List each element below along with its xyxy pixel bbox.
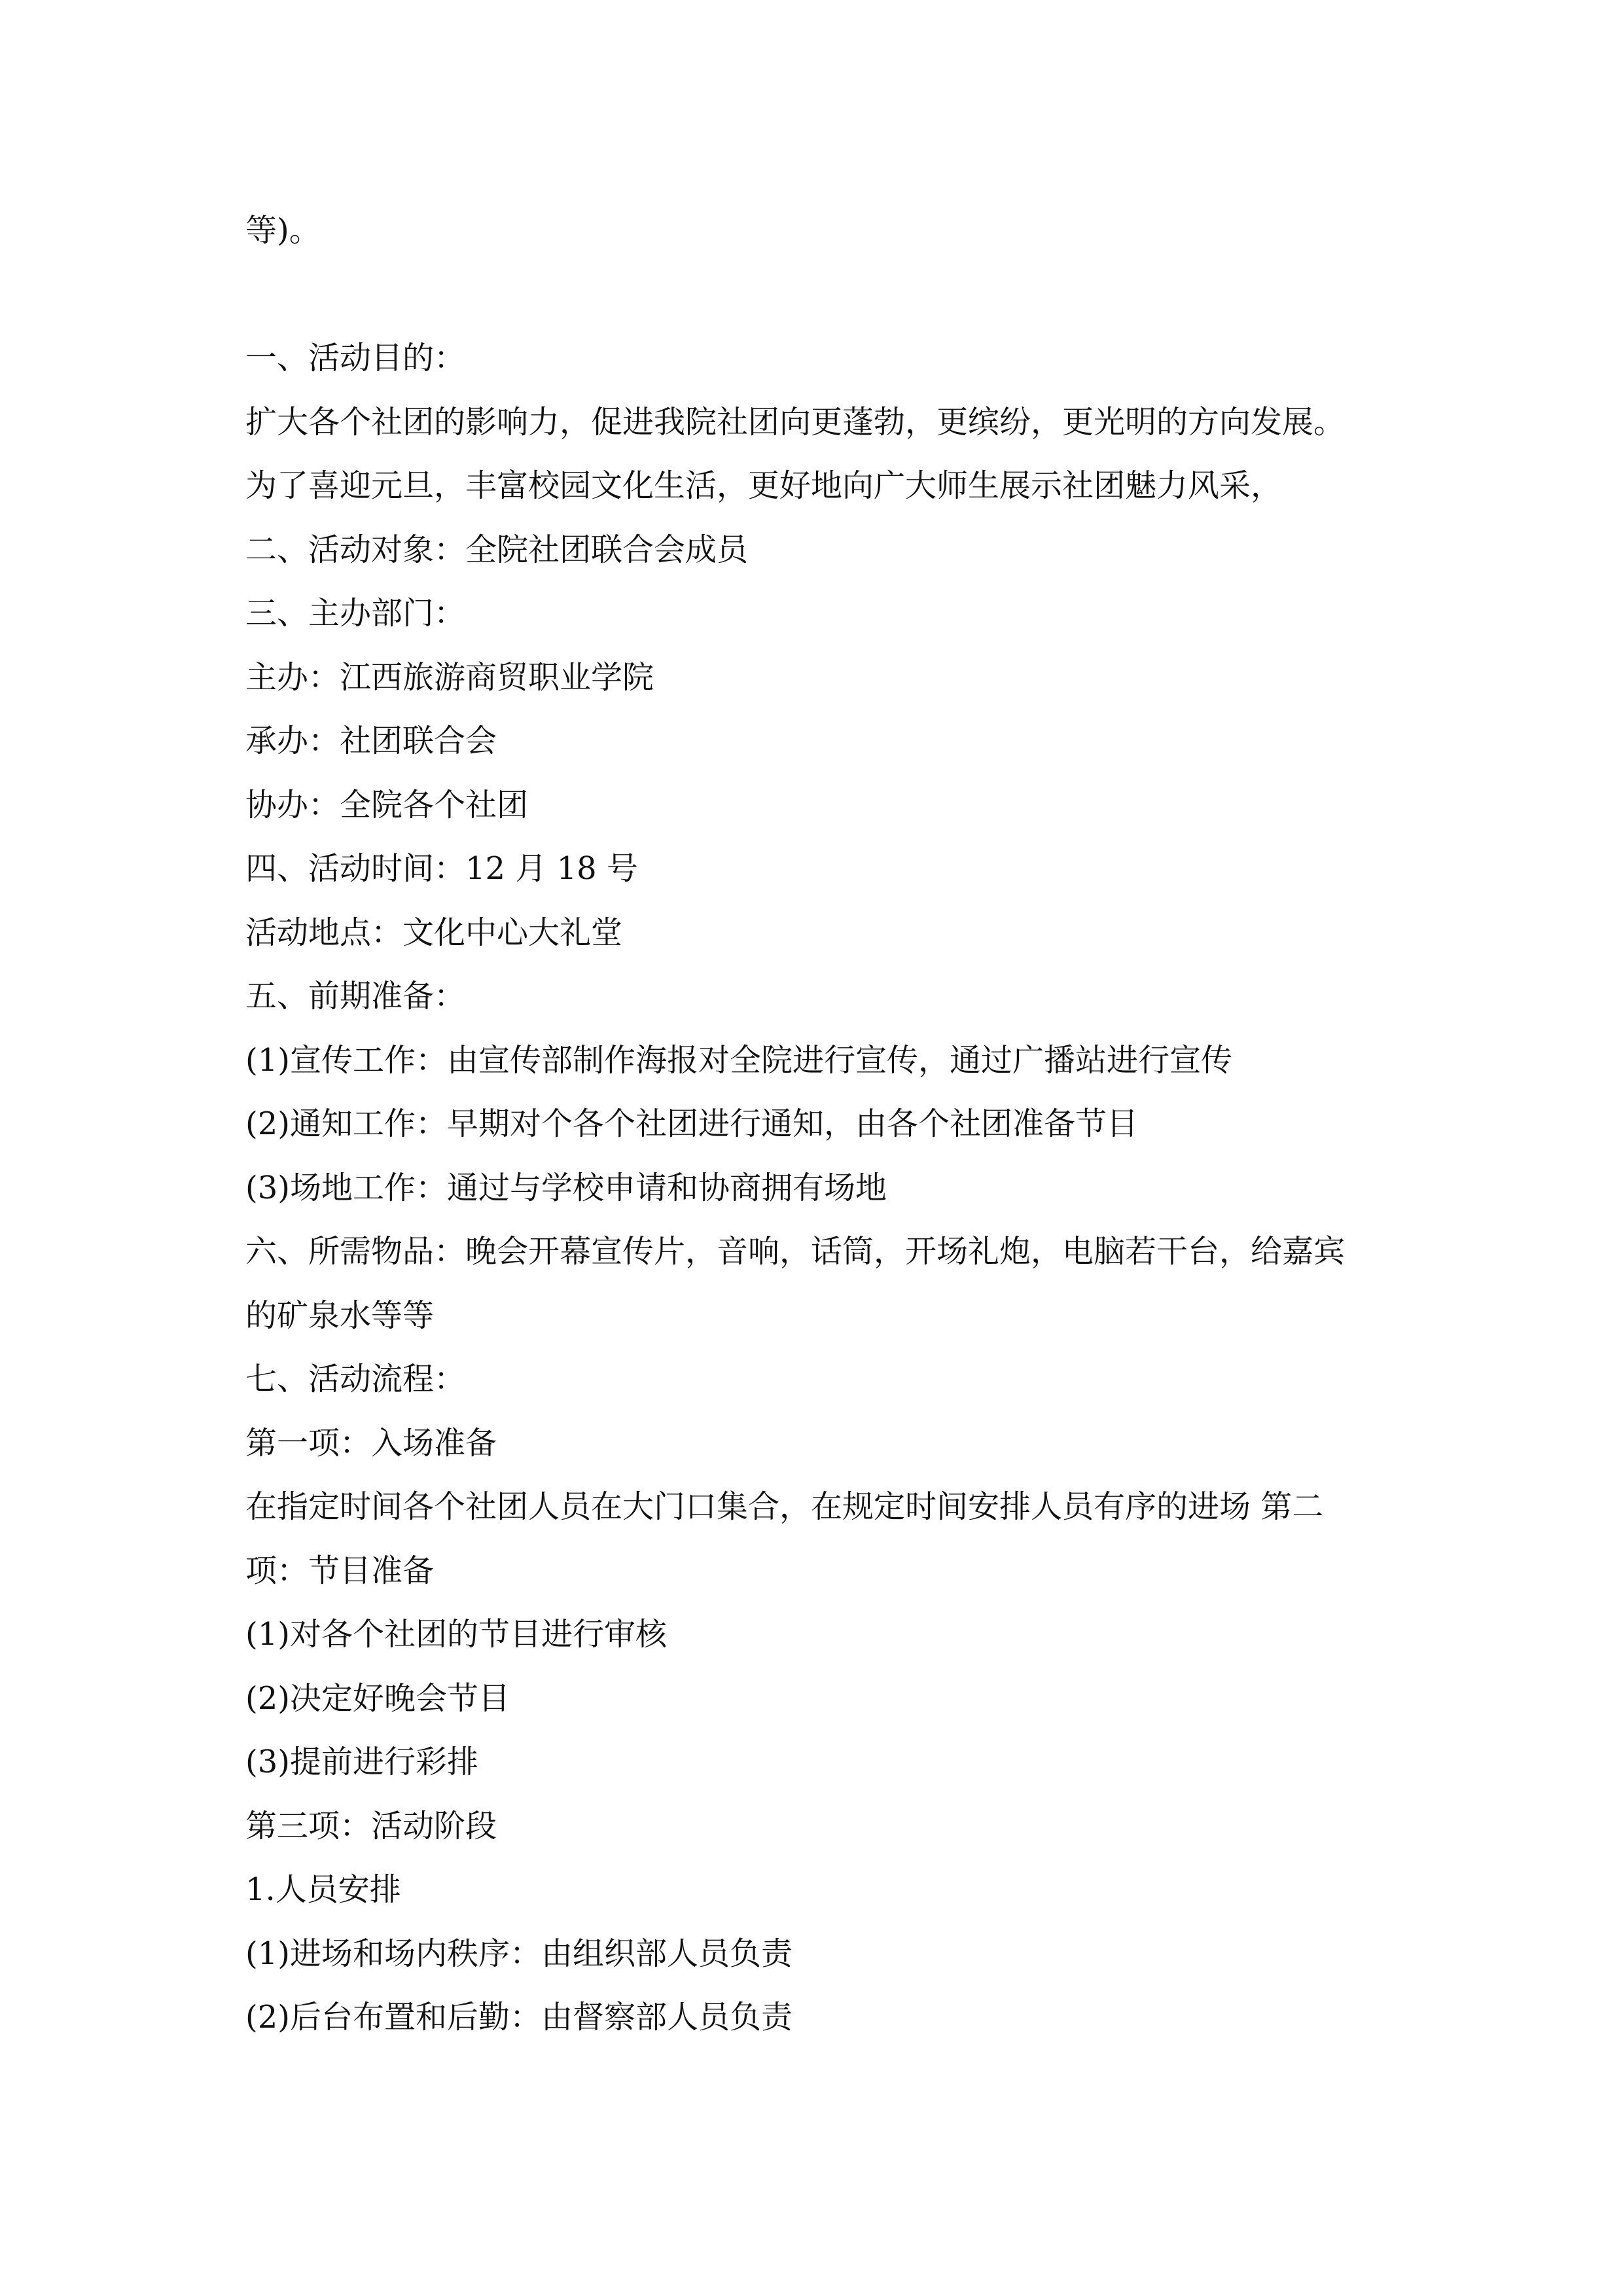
text-line: 承办：社团联合会 bbox=[245, 723, 497, 759]
section-heading: 一、活动目的： bbox=[245, 340, 466, 376]
list-item: (1)对各个社团的节目进行审核 bbox=[245, 1616, 667, 1653]
section-heading: 三、主办部门： bbox=[245, 595, 466, 632]
subsection-heading: 第一项：入场准备 bbox=[245, 1424, 497, 1462]
text-line: 为了喜迎元旦，丰富校园文化生活，更好地向广大师生展示社团魅力风采， bbox=[245, 467, 1283, 504]
subsection-heading: 项：节目准备 bbox=[245, 1552, 435, 1589]
text-line: 扩大各个社团的影响力，促进我院社团向更蓬勃，更缤纷，更光明的方向发展。 bbox=[245, 403, 1346, 440]
list-item: (2)通知工作：早期对个各个社团进行通知，由各个社团准备节目 bbox=[245, 1105, 1138, 1142]
text-line: 的矿泉水等等 bbox=[245, 1297, 435, 1334]
text-line: 活动地点：文化中心大礼堂 bbox=[245, 914, 623, 951]
text-line: 协办：全院各个社团 bbox=[245, 786, 529, 823]
list-item: (2)后台布置和后勤：由督察部人员负责 bbox=[245, 1999, 793, 2036]
section-heading: 二、活动对象：全院社团联合会成员 bbox=[245, 531, 749, 568]
document-body bbox=[245, 199, 1410, 2050]
list-item: (1)宣传工作：由宣传部制作海报对全院进行宣传，通过广播站进行宣传 bbox=[245, 1041, 1232, 1079]
section-heading: 四、活动时间：12 月 18 号 bbox=[245, 850, 638, 887]
subsection-heading: 第三项：活动阶段 bbox=[245, 1807, 497, 1844]
list-item: (3)提前进行彩排 bbox=[245, 1744, 478, 1780]
text-line: 等)。 bbox=[245, 212, 321, 249]
numbered-heading: 1.人员安排 bbox=[245, 1871, 401, 1908]
list-item: (1)进场和场内秩序：由组织部人员负责 bbox=[245, 1935, 793, 1972]
blank-line bbox=[245, 263, 1410, 327]
section-heading: 七、活动流程： bbox=[245, 1361, 466, 1397]
section-heading: 五、前期准备： bbox=[245, 978, 466, 1014]
text-line: 在指定时间各个社团人员在大门口集合，在规定时间安排人员有序的进场 第二 bbox=[245, 1488, 1324, 1525]
text-line: 主办：江西旅游商贸职业学院 bbox=[245, 658, 654, 696]
list-item: (2)决定好晚会节目 bbox=[245, 1679, 510, 1717]
list-item: (3)场地工作：通过与学校申请和协商拥有场地 bbox=[245, 1169, 887, 1206]
section-heading: 六、所需物品：晚会开幕宣传片，音响，话筒，开场礼炮，电脑若干台，给嘉宾 bbox=[245, 1233, 1346, 1270]
